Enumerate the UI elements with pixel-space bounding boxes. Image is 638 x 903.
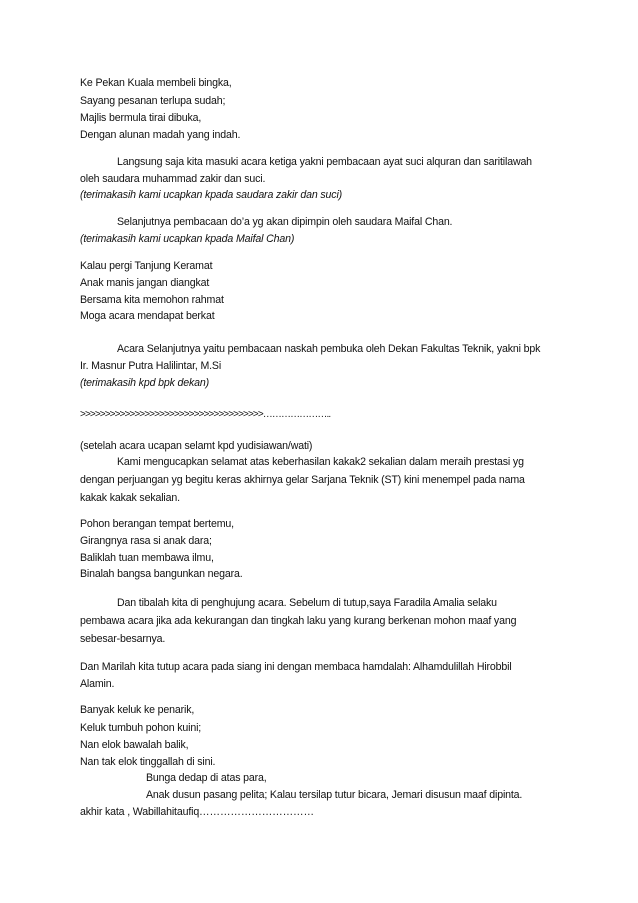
pantun-fourth-line-3: Nan elok bawalah balik, xyxy=(80,739,189,751)
pantun-fourth-line-1: Banyak keluk ke penarik, xyxy=(80,704,195,716)
pantun-third-line-4: Binalah bangsa bangunkan negara. xyxy=(80,568,243,580)
penutup-paragraph-line-1: Dan tibalah kita di penghujung acara. Sebelum di tutup,saya Faradila Amalia selaku xyxy=(117,597,497,609)
dekan-thanks-note: (terimakasih kpd bpk dekan) xyxy=(80,377,210,389)
closing-pantun-line-1: Bunga dedap di atas para, xyxy=(146,772,267,784)
hamdalah-paragraph-line-2: Alamin. xyxy=(80,678,115,690)
ucapan-paragraph-line-2: dengan perjuangan yg begitu keras akhirnya gelar Sarjana Teknik (ST) kini menempel pada nama xyxy=(80,474,525,486)
pantun-second-line-4: Moga acara mendapat berkat xyxy=(80,310,215,322)
pantun-second-line-3: Bersama kita memohon rahmat xyxy=(80,294,224,306)
ucapan-paragraph-line-1: Kami mengucapkan selamat atas keberhasilan kakak2 sekalian dalam meraih prestasi yg xyxy=(117,456,524,468)
alquran-paragraph-line-2: oleh saudara muhammad zakir dan suci. xyxy=(80,173,266,185)
dekan-paragraph-line-1: Acara Selanjutnya yaitu pembacaan naskah pembuka oleh Dekan Fakultas Teknik, yakni bpk xyxy=(117,343,541,355)
pantun-opening-line-3: Majlis bermula tirai dibuka, xyxy=(80,112,202,124)
doa-thanks-note: (terimakasih kami ucapkan kpada Maifal Chan) xyxy=(80,233,295,245)
pantun-third-line-2: Girangnya rasa si anak dara; xyxy=(80,535,212,547)
penutup-paragraph-line-3: sebesar-besarnya. xyxy=(80,633,166,645)
dekan-paragraph-line-2: Ir. Masnur Putra Halilintar, M.Si xyxy=(80,360,222,372)
penutup-paragraph-line-2: pembawa acara jika ada kekurangan dan tingkah laku yang kurang berkenan mohon maaf yang xyxy=(80,615,517,627)
pantun-third-line-3: Baliklah tuan membawa ilmu, xyxy=(80,552,214,564)
pantun-third-line-1: Pohon berangan tempat bertemu, xyxy=(80,518,234,530)
pantun-second-line-1: Kalau pergi Tanjung Keramat xyxy=(80,260,213,272)
ucapan-note: (setelah acara ucapan selamt kpd yudisiawan/wati) xyxy=(80,440,313,452)
alquran-paragraph-line-1: Langsung saja kita masuki acara ketiga yakni pembacaan ayat suci alquran dan saritilawah xyxy=(117,156,532,168)
pantun-opening-line-4: Dengan alunan madah yang indah. xyxy=(80,129,241,141)
separator-line: >>>>>>>>>>>>>>>>>>>>>>>>>>>>>>>>>>>>>………………….. xyxy=(80,409,331,420)
pantun-fourth-line-4: Nan tak elok tinggallah di sini. xyxy=(80,756,216,768)
doa-paragraph-line-1: Selanjutnya pembacaan do’a yg akan dipimpin oleh saudara Maifal Chan. xyxy=(117,216,453,228)
pantun-opening-line-1: Ke Pekan Kuala membeli bingka, xyxy=(80,77,232,89)
hamdalah-paragraph-line-1: Dan Marilah kita tutup acara pada siang ini dengan membaca hamdalah: Alhamdulillah Hirobbil xyxy=(80,661,512,673)
pantun-fourth-line-2: Keluk tumbuh pohon kuini; xyxy=(80,722,202,734)
ucapan-paragraph-line-3: kakak kakak sekalian. xyxy=(80,492,180,504)
pantun-opening-line-2: Sayang pesanan terlupa sudah; xyxy=(80,95,226,107)
pantun-second-line-2: Anak manis jangan diangkat xyxy=(80,277,210,289)
closing-pantun-line-2: Anak dusun pasang pelita; Kalau tersilap tutur bicara, Jemari disusun maaf dipinta. xyxy=(146,789,523,801)
closing-remark: akhir kata , Wabillahitaufiq…………………………… xyxy=(80,806,314,818)
alquran-thanks-note: (terimakasih kami ucapkan kpada saudara zakir dan suci) xyxy=(80,189,343,201)
